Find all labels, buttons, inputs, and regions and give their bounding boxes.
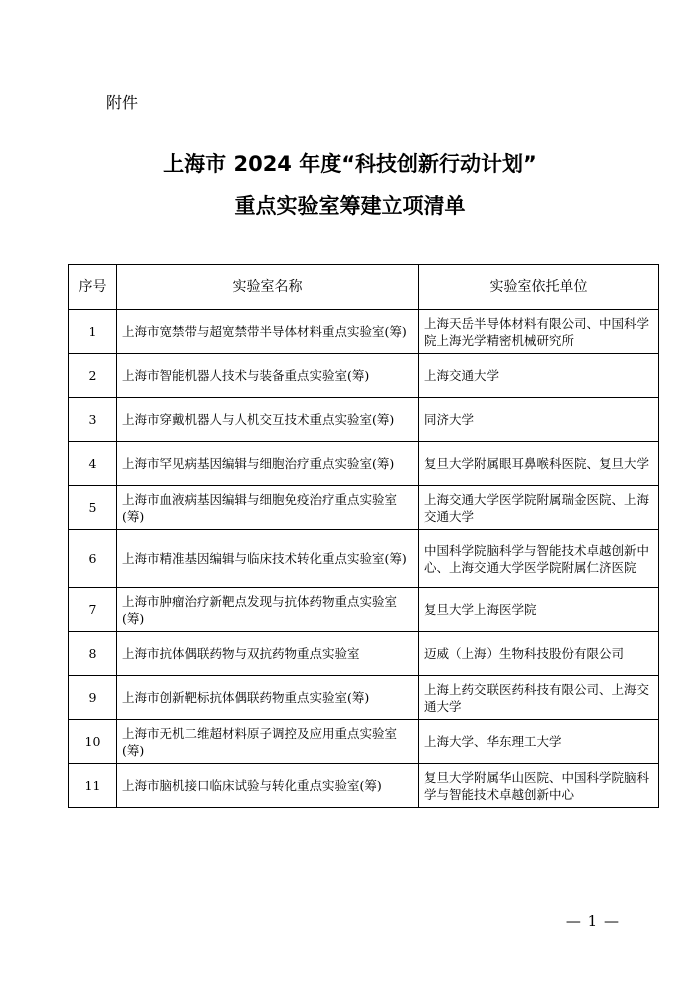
row-number: 6 [69,530,117,588]
attachment-label: 附件 [106,93,139,112]
document-title-line1: 上海市 2024 年度“科技创新行动计划” [163,152,537,176]
row-number: 10 [69,720,117,764]
row-number: 7 [69,588,117,632]
host-unit-cell: 复旦大学附属华山医院、中国科学院脑科学与智能技术卓越创新中心 [419,764,659,808]
page-number: — 1 — [565,912,620,930]
lab-name-cell: 上海市创新靶标抗体偶联药物重点实验室(筹) [117,676,419,720]
table-row [69,632,659,676]
row-number: 9 [69,676,117,720]
table-row [69,398,659,442]
document-title-line2: 重点实验室筹建立项清单 [234,194,466,218]
row-number: 5 [69,486,117,530]
host-unit-cell: 中国科学院脑科学与智能技术卓越创新中心、上海交通大学医学院附属仁济医院 [419,530,659,588]
header-serial: 序号 [69,265,117,310]
table-header-row [69,265,659,310]
table-row [69,676,659,720]
lab-name-cell: 上海市抗体偶联药物与双抗药物重点实验室 [117,632,419,676]
lab-name-cell: 上海市肿瘤治疗新靶点发现与抗体药物重点实验室(筹) [117,588,419,632]
lab-name-cell: 上海市罕见病基因编辑与细胞治疗重点实验室(筹) [117,442,419,486]
lab-name-cell: 上海市宽禁带与超宽禁带半导体材料重点实验室(筹) [117,310,419,354]
lab-name-cell: 上海市智能机器人技术与装备重点实验室(筹) [117,354,419,398]
lab-name-cell: 上海市无机二维超材料原子调控及应用重点实验室(筹) [117,720,419,764]
lab-name-cell: 上海市精准基因编辑与临床技术转化重点实验室(筹) [117,530,419,588]
lab-list-table [68,264,659,808]
table-row [69,764,659,808]
table-row [69,588,659,632]
row-number: 3 [69,398,117,442]
host-unit-cell: 上海交通大学医学院附属瑞金医院、上海交通大学 [419,486,659,530]
lab-name-cell: 上海市穿戴机器人与人机交互技术重点实验室(筹) [117,398,419,442]
host-unit-cell: 复旦大学上海医学院 [419,588,659,632]
table-row [69,486,659,530]
header-host-unit: 实验室依托单位 [419,265,659,310]
table-row [69,530,659,588]
host-unit-cell: 上海天岳半导体材料有限公司、中国科学院上海光学精密机械研究所 [419,310,659,354]
host-unit-cell: 复旦大学附属眼耳鼻喉科医院、复旦大学 [419,442,659,486]
row-number: 1 [69,310,117,354]
row-number: 4 [69,442,117,486]
table-row [69,720,659,764]
row-number: 8 [69,632,117,676]
host-unit-cell: 上海上药交联医药科技有限公司、上海交通大学 [419,676,659,720]
table-row [69,442,659,486]
host-unit-cell: 迈威（上海）生物科技股份有限公司 [419,632,659,676]
row-number: 2 [69,354,117,398]
table-row [69,354,659,398]
lab-name-cell: 上海市脑机接口临床试验与转化重点实验室(筹) [117,764,419,808]
header-lab-name: 实验室名称 [117,265,419,310]
table-row [69,310,659,354]
host-unit-cell: 同济大学 [419,398,659,442]
row-number: 11 [69,764,117,808]
host-unit-cell: 上海大学、华东理工大学 [419,720,659,764]
lab-name-cell: 上海市血液病基因编辑与细胞免疫治疗重点实验室(筹) [117,486,419,530]
host-unit-cell: 上海交通大学 [419,354,659,398]
